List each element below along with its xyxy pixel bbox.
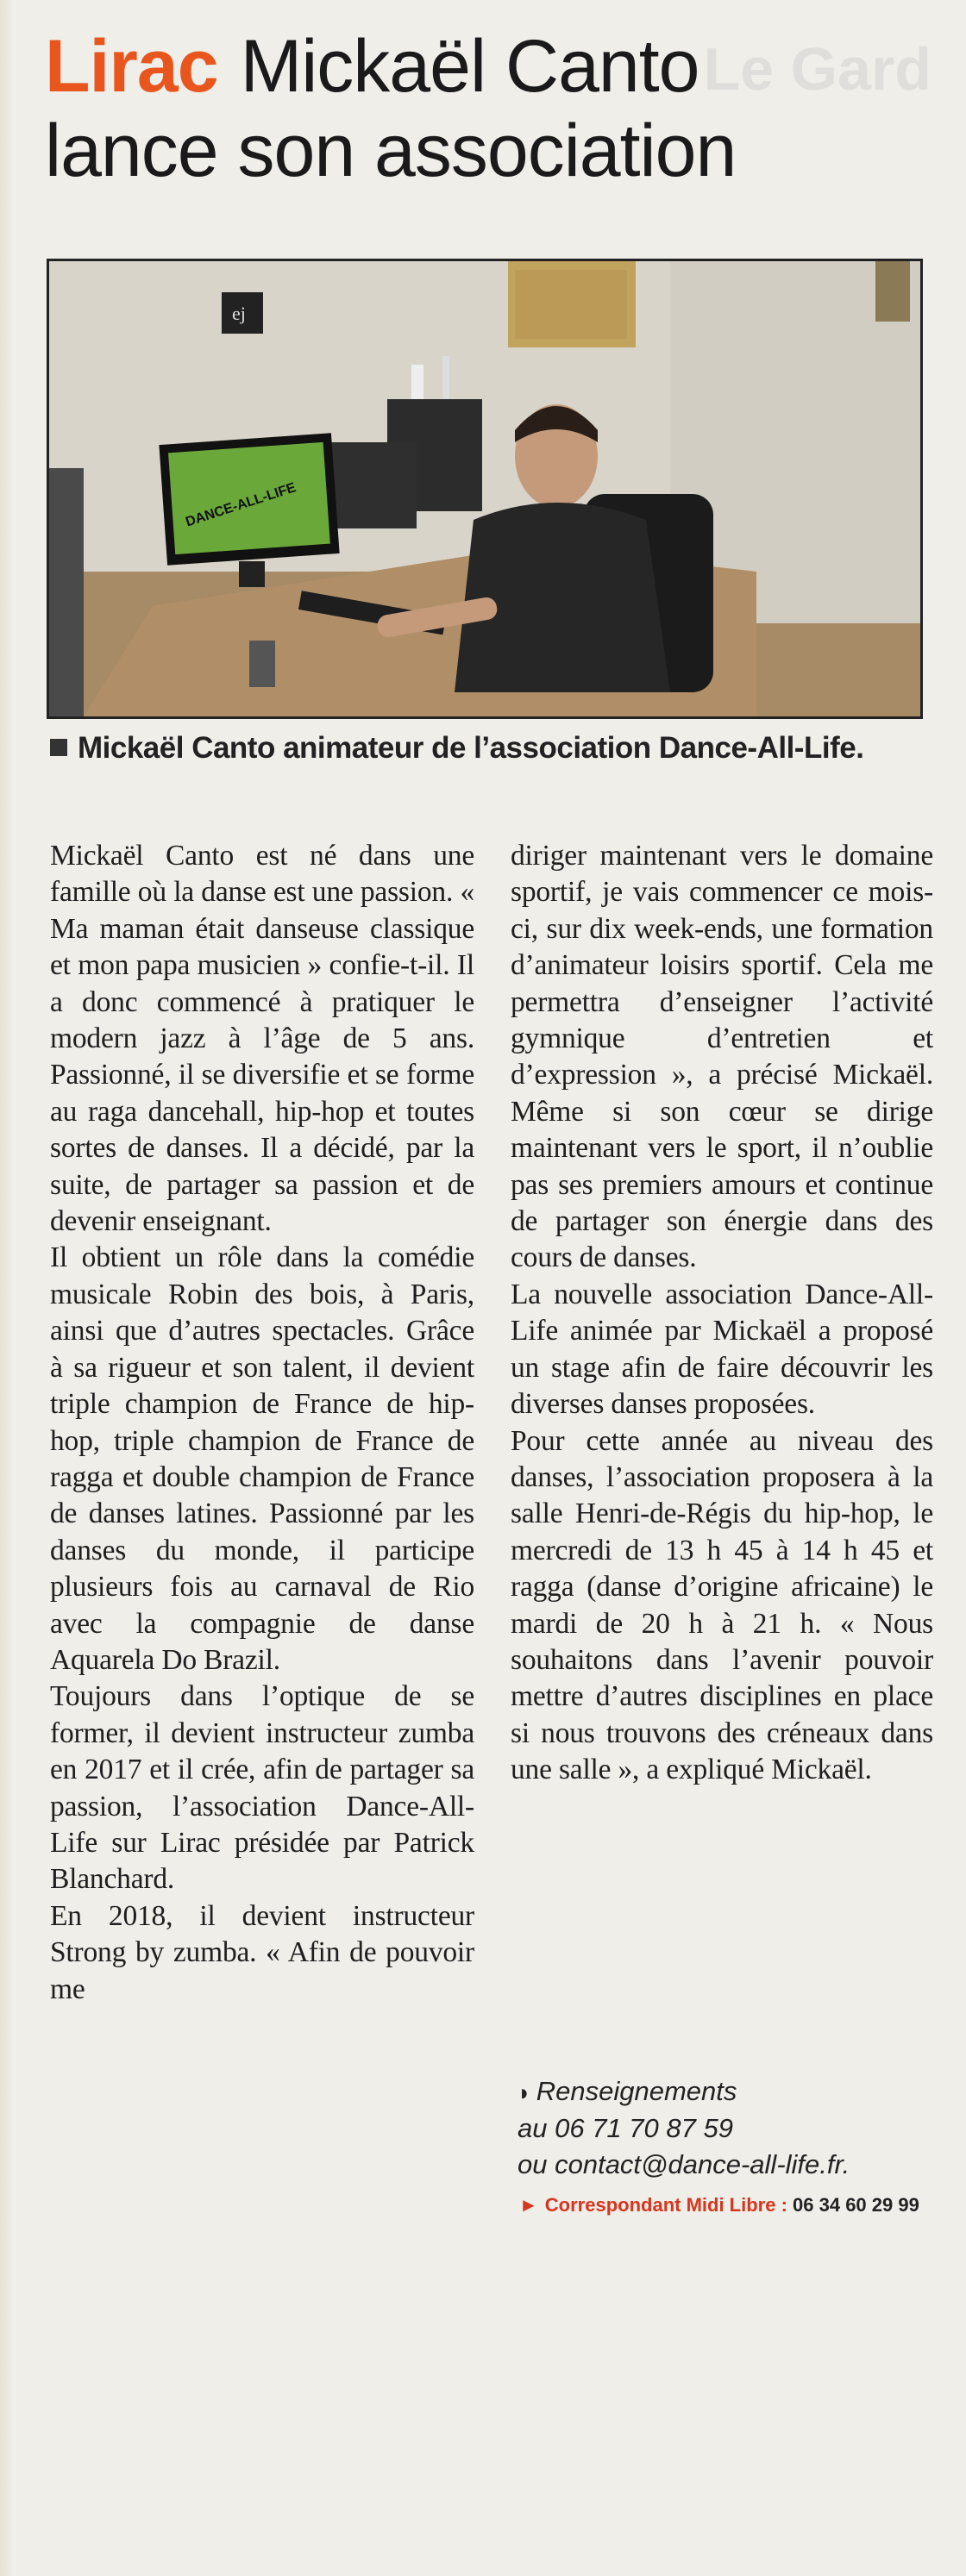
frame-text: ej [232, 303, 246, 324]
article-paragraph: Il obtient un rôle dans la comédie musicale Robin des bois, à Paris, ainsi que d’autres spectacles. Grâce à sa rigueur et son talent, il devient triple champion de France de hip-hop, triple champion de France de ragga et double champion de France de danses latines. Passionné par les danses du monde, il participe plusieurs fois au carnaval de Rio avec la compagnie de danse Aquarela Do Brazil. [50, 1241, 474, 1676]
info-marker-icon: ◗ [518, 2079, 531, 2105]
headline-title-line1: Mickaël Canto [240, 25, 699, 108]
article-paragraph: En 2018, il devient instructeur Strong by zumba. « Afin de pouvoir me [50, 1899, 474, 2005]
monitor-logo-text: DANCE-ALL-LIFE [184, 480, 298, 530]
info-phone: au 06 71 70 87 59 [518, 2113, 733, 2143]
office-scene [49, 261, 920, 716]
bleed-through-text: Le Gard [703, 35, 932, 103]
article-paragraph: Mickaël Canto est né dans une famille où la danse est une passion. « Ma maman était danseuse classique et mon papa musicien » confie-t-il. Il a donc commencé à pratiquer le modern jazz à l’âge de 5 ans. Passionné, il se diversifie et se forme au raga dancehall, hip-hop et toutes sortes de danses. Il a décidé, par la suite, de partager sa passion et de devenir enseignant. [50, 840, 474, 1238]
triangle-right-icon: ► [519, 2194, 538, 2216]
correspondent-label: Correspondant Midi Libre : [544, 2194, 787, 2216]
article-paragraph: Toujours dans l’optique de se former, il devient instructeur zumba en 2017 et il crée, afin de partager sa passion, l’association Dance-All-Life sur Lirac présidée par Patrick Blanchard. [50, 1680, 474, 1896]
article-paragraph: Pour cette année au niveau des danses, l’association proposera à la salle Henri-de-Régis du hip-hop, le mercredi de 13 h 45 à 14 h 45 et ragga (danse d’origine africaine) le mardi de 20 h à 21 h. « Nous souhaitons dans l’avenir pouvoir mettre d’autres disciplines en place si nous trouvons des créneaux dans une salle », a expliqué Mickaël. [511, 1424, 933, 1786]
info-box [518, 2073, 932, 2183]
article-column-left [50, 838, 474, 2008]
info-label: Renseignements [536, 2076, 737, 2106]
caption-square-icon [50, 739, 67, 756]
headline [45, 24, 942, 193]
article-paragraph: diriger maintenant vers le domaine sportif, je vais commencer ce mois-ci, sur dix week-ends, une formation d’animateur loisirs sportif. Cela me permettra d’enseigner l’activité gymnique d’entretien et d’expression », a précisé Mickaël. Même si son cœur se dirige maintenant vers le sport, il n’oublie pas ses premiers amours et continue de partager son énergie dans des cours de danses. [511, 840, 933, 1274]
photo-caption [50, 731, 921, 766]
info-email: ou contact@dance-all-life.fr. [518, 2149, 850, 2179]
caption-text: Mickaël Canto animateur de l’association Dance-All-Life. [78, 731, 864, 765]
article-paragraph: La nouvelle association Dance-All-Life animée par Mickaël a proposé un stage afin de faire découvrir les diverses danses proposées. [511, 1278, 933, 1421]
headline-title-line2: lance son association [45, 109, 737, 192]
correspondent-line [519, 2194, 950, 2216]
correspondent-phone: 06 34 60 29 99 [793, 2194, 919, 2216]
page-edge [0, 0, 14, 2576]
headline-kicker: Lirac [45, 25, 218, 108]
article-photo [47, 259, 923, 719]
article-column-right [511, 838, 933, 1789]
